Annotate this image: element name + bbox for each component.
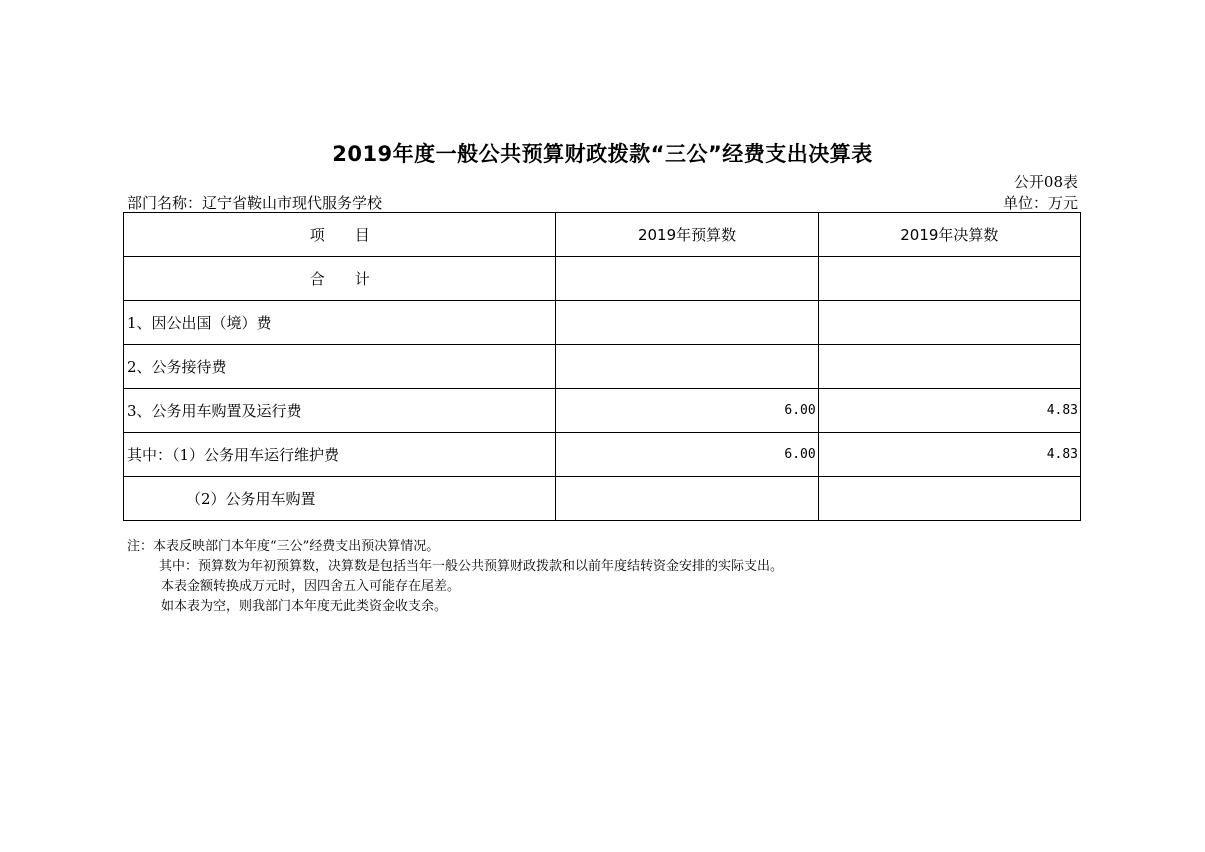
row-final (818, 257, 1080, 301)
row-budget: 6.00 (556, 389, 818, 433)
notes-section (127, 537, 783, 617)
row-final (818, 477, 1080, 521)
row-final: 4.83 (818, 433, 1080, 477)
row-budget (556, 257, 818, 301)
row-budget: 6.00 (556, 433, 818, 477)
row-item: （2）公务用车购置 (124, 477, 556, 521)
header-final: 2019年决算数 (818, 213, 1080, 257)
row-budget (556, 301, 818, 345)
header-budget: 2019年预算数 (556, 213, 818, 257)
row-final (818, 301, 1080, 345)
row-budget (556, 477, 818, 521)
row-final: 4.83 (818, 389, 1080, 433)
note-line: 其中：预算数为年初预算数，决算数是包括当年一般公共预算财政拨款和以前年度结转资金安排的实际支出。 (159, 559, 784, 574)
header-item: 项 目 (124, 213, 556, 257)
row-final (818, 345, 1080, 389)
table-row (124, 301, 1081, 345)
expenditure-table (123, 212, 1081, 521)
row-item: 合 计 (124, 257, 556, 301)
note-line: 本表金额转换成万元时，因四舍五入可能存在尾差。 (161, 579, 461, 594)
unit-label: 单位：万元 (1002, 194, 1078, 212)
table-row (124, 433, 1081, 477)
note-line: 如本表为空，则我部门本年度无此类资金收支余。 (161, 599, 448, 614)
table-row (124, 345, 1081, 389)
table-header-row (124, 213, 1081, 257)
row-budget (556, 345, 818, 389)
row-item: 1、因公出国（境）费 (124, 301, 556, 345)
row-item: 2、公务接待费 (124, 345, 556, 389)
table-row-total (124, 257, 1081, 301)
form-code: 公开08表 (1013, 173, 1078, 191)
table-row (124, 477, 1081, 521)
note-line: 注：本表反映部门本年度“三公”经费支出预决算情况。 (127, 539, 440, 554)
row-item: 3、公务用车购置及运行费 (124, 389, 556, 433)
department-name: 部门名称：辽宁省鞍山市现代服务学校 (127, 194, 383, 212)
table-row (124, 389, 1081, 433)
row-item: 其中：（1）公务用车运行维护费 (124, 433, 556, 477)
page-title: 2019年度一般公共预算财政拨款“三公”经费支出决算表 (332, 142, 873, 166)
